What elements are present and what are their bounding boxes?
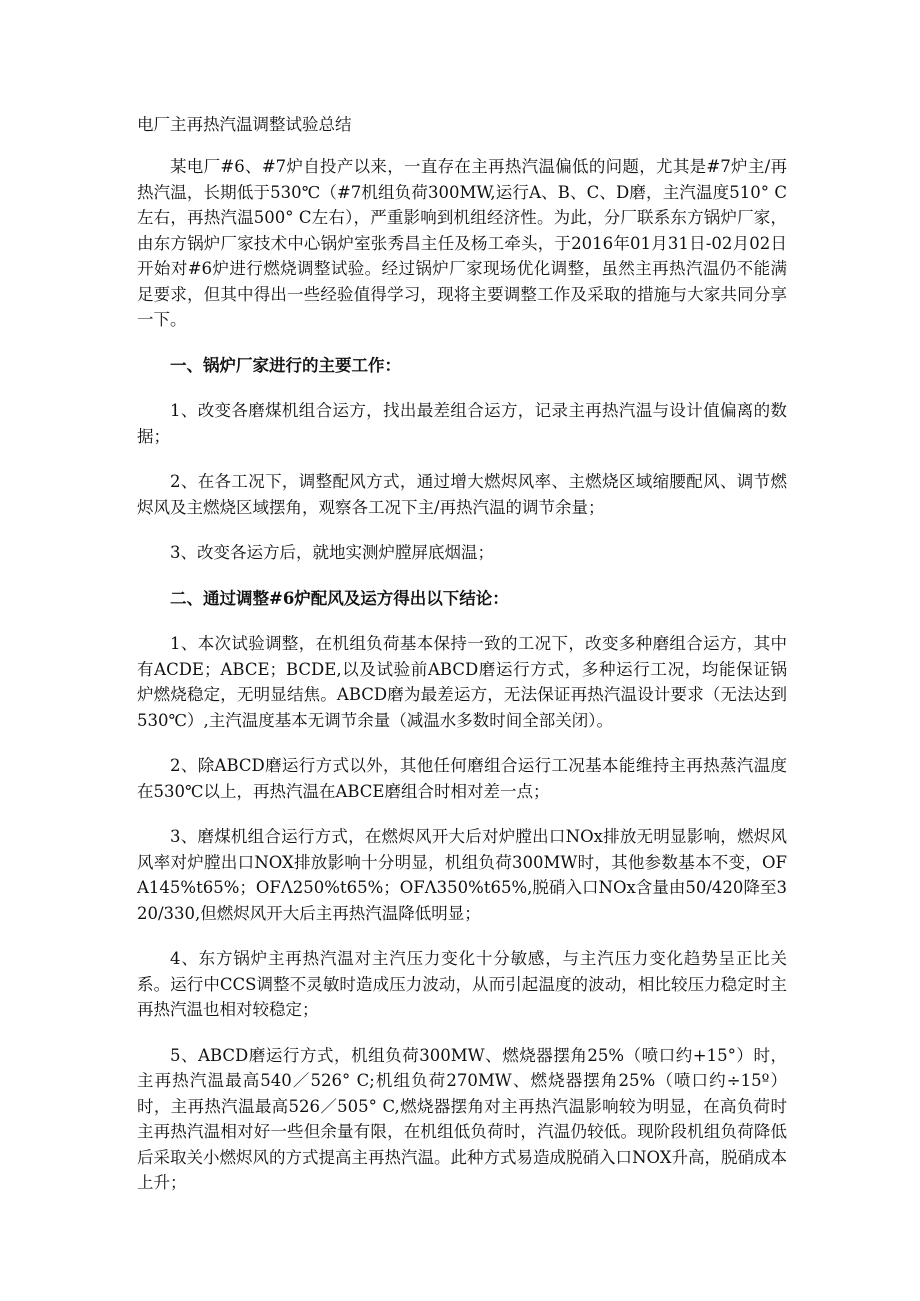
section-2-item-5: 5、ABCD磨运行方式，机组负荷300MW、燃烧器摆角25%（喷口约+15°）时，主再热汽温最高540／526° C;机组负荷270MW、燃烧器摆角25%（喷口约÷15º）时，主再热汽温最高526／505° C,燃烧器摆角对主再热汽温影响较为明显，在高负荷时主再热汽温相对好一些但余量有限，在机组低负荷时，汽温仍较低。现阶段机组负荷降低后采取关小燃烬风的方式提高主再热汽温。此种方式易造成脱硝入口NOX升高，脱硝成本上升；: [137, 1045, 787, 1192]
document-title: 电厂主再热汽温调整试验总结: [137, 115, 352, 134]
section-2-item-3: 3、磨煤机组合运行方式，在燃烬风开大后对炉膛出口NOx排放无明显影响，燃烬风风率对炉膛出口NOX排放影响十分明显，机组负荷300MW时，其他参数基本不变，OFA145%t65%；OFΛ250%t65%；OFΛ350%t65%,脱硝入口NOx含量由50/420降至320/330,但燃烬风开大后主再热汽温降低明显；: [137, 827, 787, 923]
section-1-heading: 一、锅炉厂家进行的主要工作：: [170, 355, 401, 375]
section-2-item-4: 4、东方锅炉主再热汽温对主汽压力变化十分敏感，与主汽压力变化趋势呈正比关系。运行中CCS调整不灵敏时造成压力波动，从而引起温度的波动，相比较压力稳定时主再热汽温也相对较稳定；: [137, 949, 787, 1019]
section-2-heading: 二、通过调整#6炉配风及运方得出以下结论：: [170, 588, 509, 608]
section-1-item-3: 3、改变各运方后，就地实测炉膛屏底烟温；: [170, 543, 494, 562]
intro-paragraph: 某电厂#6、#7炉自投产以来，一直存在主再热汽温偏低的问题，尤其是#7炉主/再热汽温，长期低于530℃（#7机组负荷300MW,运行A、B、C、D磨，主汽温度510° C左右，再热汽温500° C左右），严重影响到机组经济性。为此，分厂联系东方锅炉厂家，由东方锅炉厂家技术中心锅炉室张秀昌主任及杨工牵头，于2016年01月31日-02月02日开始对#6炉进行燃烧调整试验。经过锅炉厂家现场优化调整，虽然主再热汽温仍不能满足要求，但其中得出一些经验值得学习，现将主要调整工作及采取的措施与大家共同分享一下。: [137, 157, 787, 329]
section-1-item-1: 1、改变各磨煤机组合运方，找出最差组合运方，记录主再热汽温与设计值偏离的数据；: [137, 401, 787, 446]
section-2-item-1: 1、本次试验调整，在机组负荷基本保持一致的工况下，改变多种磨组合运方，其中有ACDE；ABCE；BCDE,以及试验前ABCD磨运行方式，多种运行工况，均能保证锅炉燃烧稳定，无明显结焦。ABCD磨为最差运方，无法保证再热汽温设计要求（无法达到530℃）,主汽温度基本无调节余量（减温水多数时间全部关闭）。: [137, 634, 787, 730]
section-2-item-2: 2、除ABCD磨运行方式以外，其他任何磨组合运行工况基本能维持主再热蒸汽温度在530℃以上，再热汽温在ABCE磨组合时相对差一点；: [137, 756, 787, 801]
section-1-item-2: 2、在各工况下，调整配风方式，通过增大燃烬风率、主燃烧区域缩腰配风、调节燃烬风及主燃烧区域摆角，观察各工况下主/再热汽温的调节余量；: [137, 472, 787, 517]
document-page: [137, 114, 787, 1216]
